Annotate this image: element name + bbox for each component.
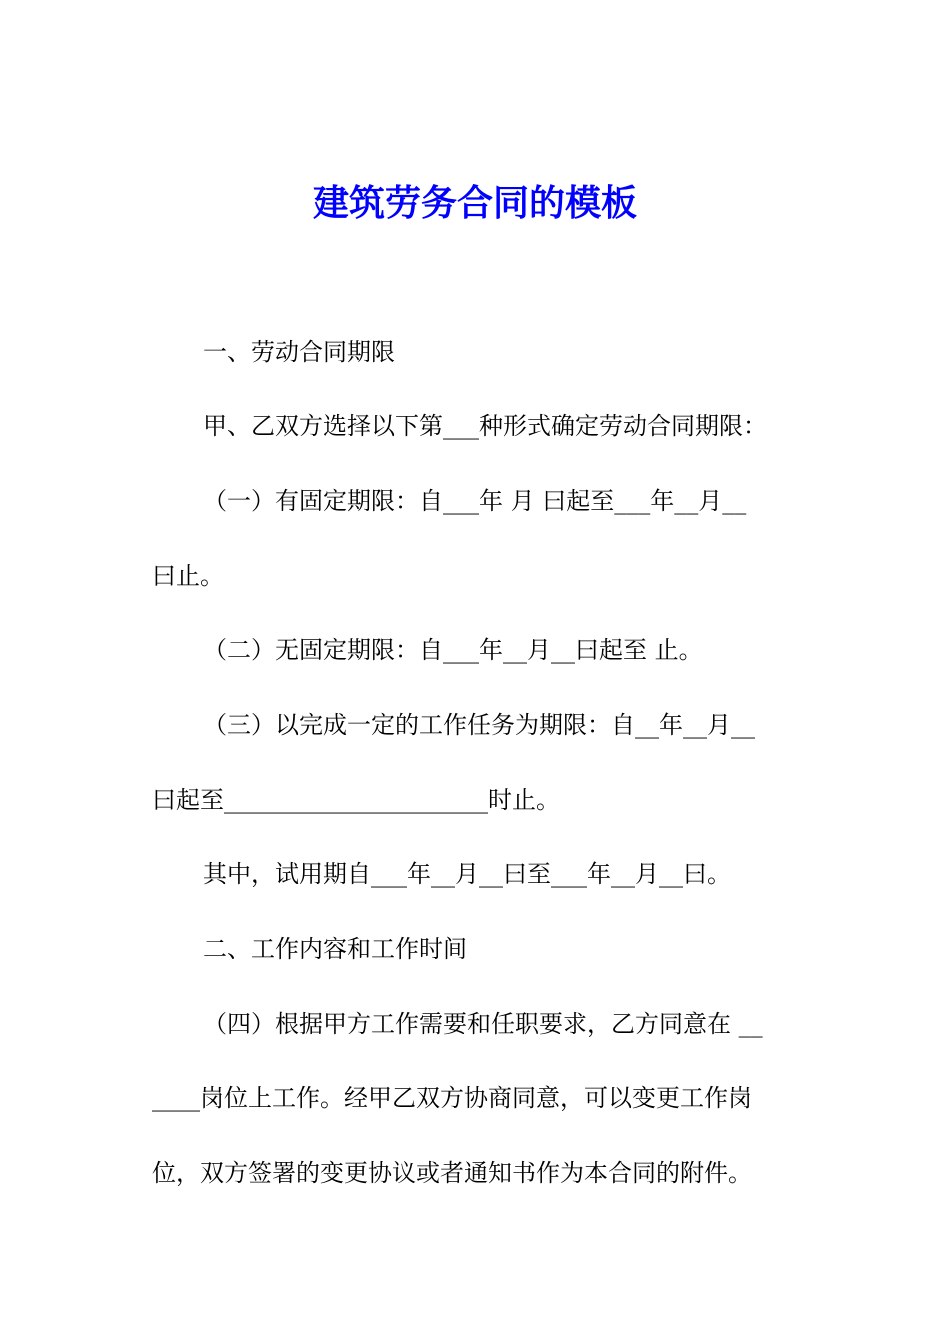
document-title: 建筑劳务合同的模板 <box>312 182 637 224</box>
paragraph-task-term: （三）以完成一定的工作任务为期限：自__年__月__ <box>203 711 755 739</box>
paragraph-fixed-term-continued: 曰止。 <box>152 562 224 590</box>
paragraph-position: （四）根据甲方工作需要和任职要求，乙方同意在 __ <box>203 1010 763 1038</box>
paragraph-task-term-continued: 曰起至______________________时止。 <box>152 786 560 814</box>
paragraph-probation: 其中，试用期自___年__月__曰至___年__月__曰。 <box>203 860 731 888</box>
paragraph-term-choice: 甲、乙双方选择以下第___种形式确定劳动合同期限： <box>203 412 767 440</box>
paragraph-fixed-term: （一）有固定期限：自___年 月 曰起至___年__月__ <box>203 487 747 515</box>
paragraph-open-term: （二）无固定期限：自___年__月__曰起至 止。 <box>203 636 703 664</box>
section-heading-contract-term: 一、劳动合同期限 <box>203 338 395 366</box>
paragraph-position-continued-1: ____岗位上工作。经甲乙双方协商同意，可以变更工作岗 <box>152 1084 752 1112</box>
paragraph-position-continued-2: 位，双方签署的变更协议或者通知书作为本合同的附件。 <box>152 1159 752 1187</box>
section-heading-work-content: 二、工作内容和工作时间 <box>203 935 467 963</box>
